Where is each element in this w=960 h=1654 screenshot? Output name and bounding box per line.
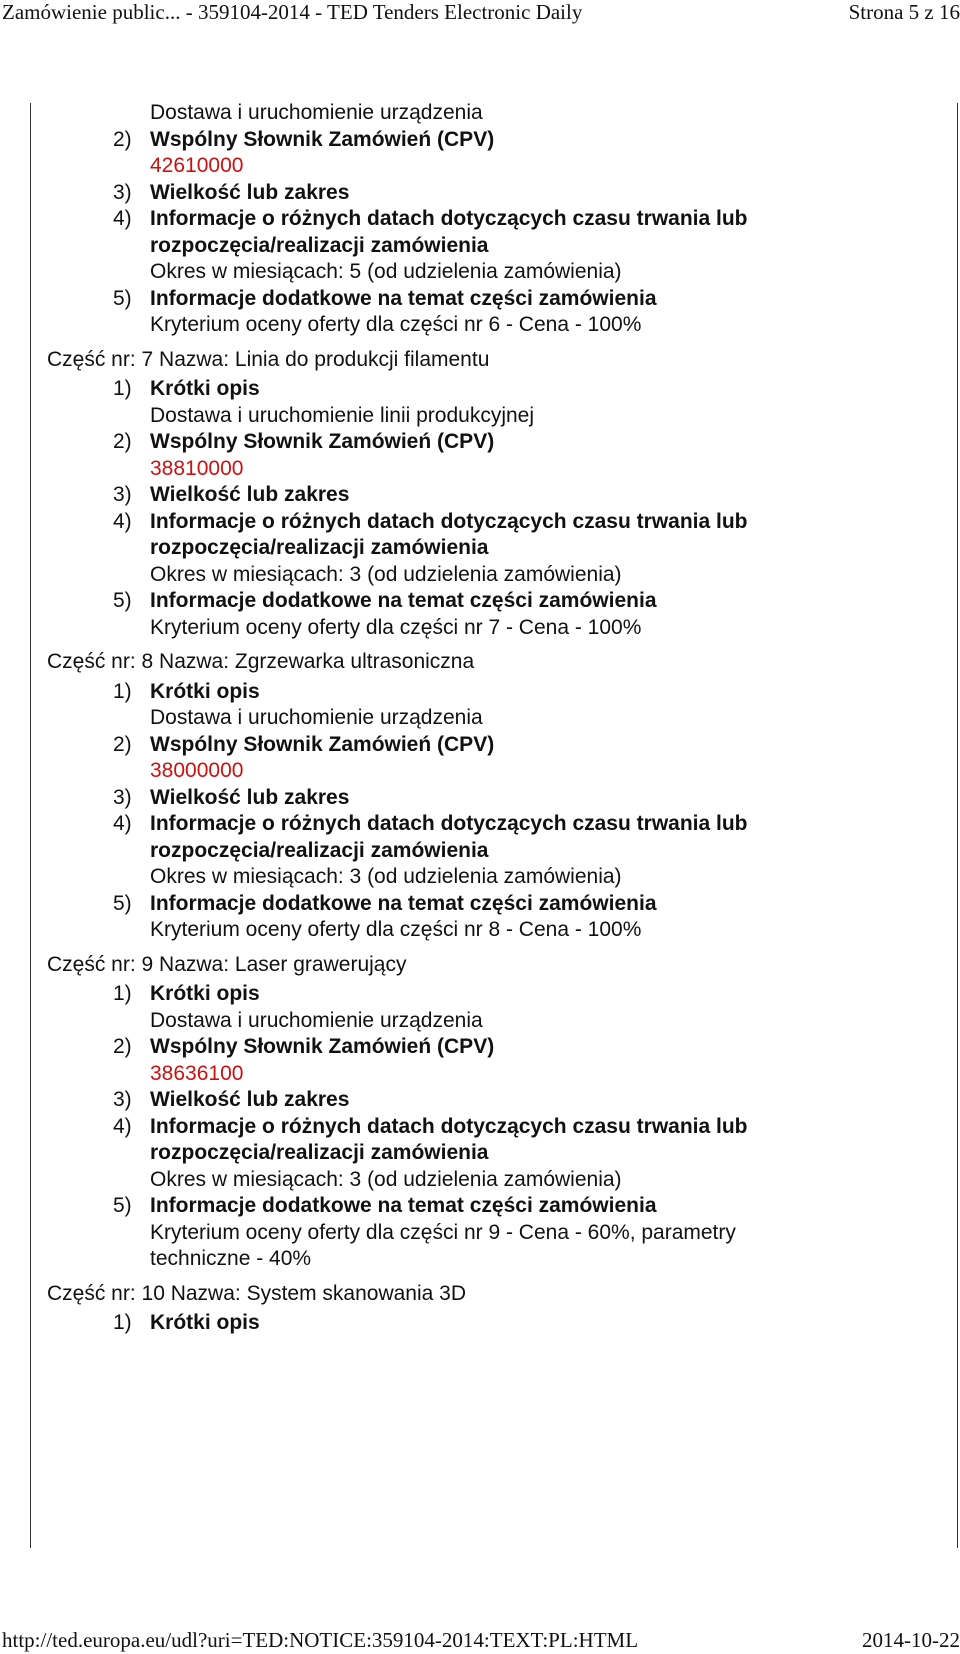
item-number: 5)	[113, 891, 132, 915]
item-number: 2)	[113, 732, 132, 756]
part9-desc-heading	[0, 981, 960, 1008]
item-number: 1)	[113, 377, 132, 400]
item-number: 5)	[113, 286, 132, 310]
part8-desc-heading	[0, 679, 960, 706]
heading-label: Informacje o różnych datach dotyczących czasu trwania lub	[150, 207, 748, 230]
part9-size-heading	[0, 1087, 960, 1114]
heading-label: Informacje dodatkowe na temat części zamówienia	[150, 286, 657, 310]
part7-description: Dostawa i uruchomienie linii produkcyjnej	[150, 403, 535, 427]
part9-title: Część nr: 9 Nazwa: Laser grawerujący	[47, 952, 407, 976]
part6-cpv-code: 42610000	[150, 154, 244, 177]
item-number: 5)	[113, 1194, 132, 1217]
heading-label: Informacje dodatkowe na temat części zamówienia	[150, 589, 657, 612]
part7-title: Część nr: 7 Nazwa: Linia do produkcji filamentu	[47, 347, 490, 371]
part6-dates-heading	[0, 206, 960, 233]
item-number: 2)	[113, 127, 132, 151]
item-number: 1)	[113, 1311, 132, 1334]
part9-description: Dostawa i uruchomienie urządzenia	[150, 1008, 483, 1032]
heading-label: Krótki opis	[150, 679, 260, 703]
part7-dates-heading-cont: rozpoczęcia/realizacji zamówienia	[150, 536, 489, 559]
item-number: 4)	[113, 207, 132, 230]
source-url: http://ted.europa.eu/udl?uri=TED:NOTICE:359104-2014:TEXT:PL:HTML	[2, 1628, 639, 1652]
heading-label: Informacje o różnych datach dotyczących czasu trwania lub	[150, 509, 748, 533]
part8-duration: Okres w miesiącach: 3 (od udzielenia zamówienia)	[150, 865, 622, 888]
part7-desc-heading	[0, 376, 960, 403]
item-number: 3)	[113, 1088, 132, 1111]
heading-label: Krótki opis	[150, 982, 260, 1005]
page-counter: Strona 5 z 16	[848, 0, 960, 24]
part7-cpv-heading	[0, 429, 960, 456]
part8-title: Część nr: 8 Nazwa: Zgrzewarka ultrasoniczna	[47, 650, 475, 673]
part7-cpv-code: 38810000	[150, 456, 244, 480]
part7-dates-heading	[0, 509, 960, 536]
part8-cpv-code: 38000000	[150, 759, 244, 782]
part9-additional-heading	[0, 1193, 960, 1220]
item-number: 4)	[113, 1114, 132, 1138]
item-number: 2)	[113, 430, 132, 453]
heading-label: Informacje dodatkowe na temat części zamówienia	[150, 891, 657, 915]
part7-size-heading	[0, 482, 960, 509]
item-number: 3)	[113, 180, 132, 204]
part6-dates-heading-cont: rozpoczęcia/realizacji zamówienia	[150, 233, 489, 257]
part8-cpv-heading	[0, 732, 960, 759]
heading-label: Wspólny Słownik Zamówień (CPV)	[150, 1035, 495, 1058]
part6-size-heading	[0, 180, 960, 207]
item-number: 1)	[113, 982, 132, 1005]
part8-dates-heading-cont: rozpoczęcia/realizacji zamówienia	[150, 838, 489, 862]
heading-label: Informacje o różnych datach dotyczących czasu trwania lub	[150, 1114, 748, 1138]
item-number: 5)	[113, 589, 132, 612]
part9-criteria-cont: techniczne - 40%	[150, 1247, 312, 1270]
part7-additional-heading	[0, 588, 960, 615]
part9-dates-heading-cont: rozpoczęcia/realizacji zamówienia	[150, 1141, 489, 1164]
part9-cpv-code: 38636100	[150, 1061, 244, 1085]
part8-additional-heading	[0, 891, 960, 918]
page-title: Zamówienie public... - 359104-2014 - TED Tenders Electronic Daily	[2, 0, 583, 24]
part8-dates-heading	[0, 811, 960, 838]
part10-title: Część nr: 10 Nazwa: System skanowania 3D	[47, 1281, 467, 1305]
heading-label: Krótki opis	[150, 377, 260, 400]
part6-cpv-heading	[0, 127, 960, 154]
part9-cpv-heading	[0, 1034, 960, 1061]
part8-criteria: Kryterium oceny oferty dla części nr 8 - Cena - 100%	[150, 918, 642, 941]
item-number: 4)	[113, 509, 132, 533]
page-header	[0, 0, 960, 26]
print-date: 2014-10-22	[862, 1628, 960, 1652]
item-number: 1)	[113, 679, 132, 703]
part6-criteria: Kryterium oceny oferty dla części nr 6 - Cena - 100%	[150, 313, 642, 336]
part8-description: Dostawa i uruchomienie urządzenia	[150, 706, 483, 729]
part6-duration: Okres w miesiącach: 5 (od udzielenia zamówienia)	[150, 260, 622, 283]
heading-label: Wspólny Słownik Zamówień (CPV)	[150, 732, 495, 756]
heading-label: Wielkość lub zakres	[150, 180, 350, 204]
heading-label: Wielkość lub zakres	[150, 483, 350, 506]
part9-criteria: Kryterium oceny oferty dla części nr 9 - Cena - 60%, parametry	[150, 1220, 736, 1244]
heading-label: Krótki opis	[150, 1311, 260, 1334]
heading-label: Informacje dodatkowe na temat części zamówienia	[150, 1194, 657, 1217]
heading-label: Wielkość lub zakres	[150, 1088, 350, 1111]
item-number: 3)	[113, 785, 132, 809]
part6-additional-heading	[0, 286, 960, 313]
part10-desc-heading	[0, 1310, 960, 1337]
part6-description: Dostawa i uruchomienie urządzenia	[150, 101, 483, 124]
part7-criteria: Kryterium oceny oferty dla części nr 7 - Cena - 100%	[150, 615, 642, 639]
heading-label: Wspólny Słownik Zamówień (CPV)	[150, 127, 495, 151]
item-number: 3)	[113, 483, 132, 506]
item-number: 4)	[113, 812, 132, 835]
heading-label: Wielkość lub zakres	[150, 785, 350, 809]
part9-dates-heading	[0, 1114, 960, 1141]
part7-duration: Okres w miesiącach: 3 (od udzielenia zamówienia)	[150, 562, 622, 586]
heading-label: Wspólny Słownik Zamówień (CPV)	[150, 430, 495, 453]
notice-content	[0, 100, 960, 1337]
heading-label: Informacje o różnych datach dotyczących czasu trwania lub	[150, 812, 748, 835]
page-footer	[0, 1628, 960, 1654]
part8-size-heading	[0, 785, 960, 812]
item-number: 2)	[113, 1035, 132, 1058]
part9-duration: Okres w miesiącach: 3 (od udzielenia zamówienia)	[150, 1167, 622, 1191]
